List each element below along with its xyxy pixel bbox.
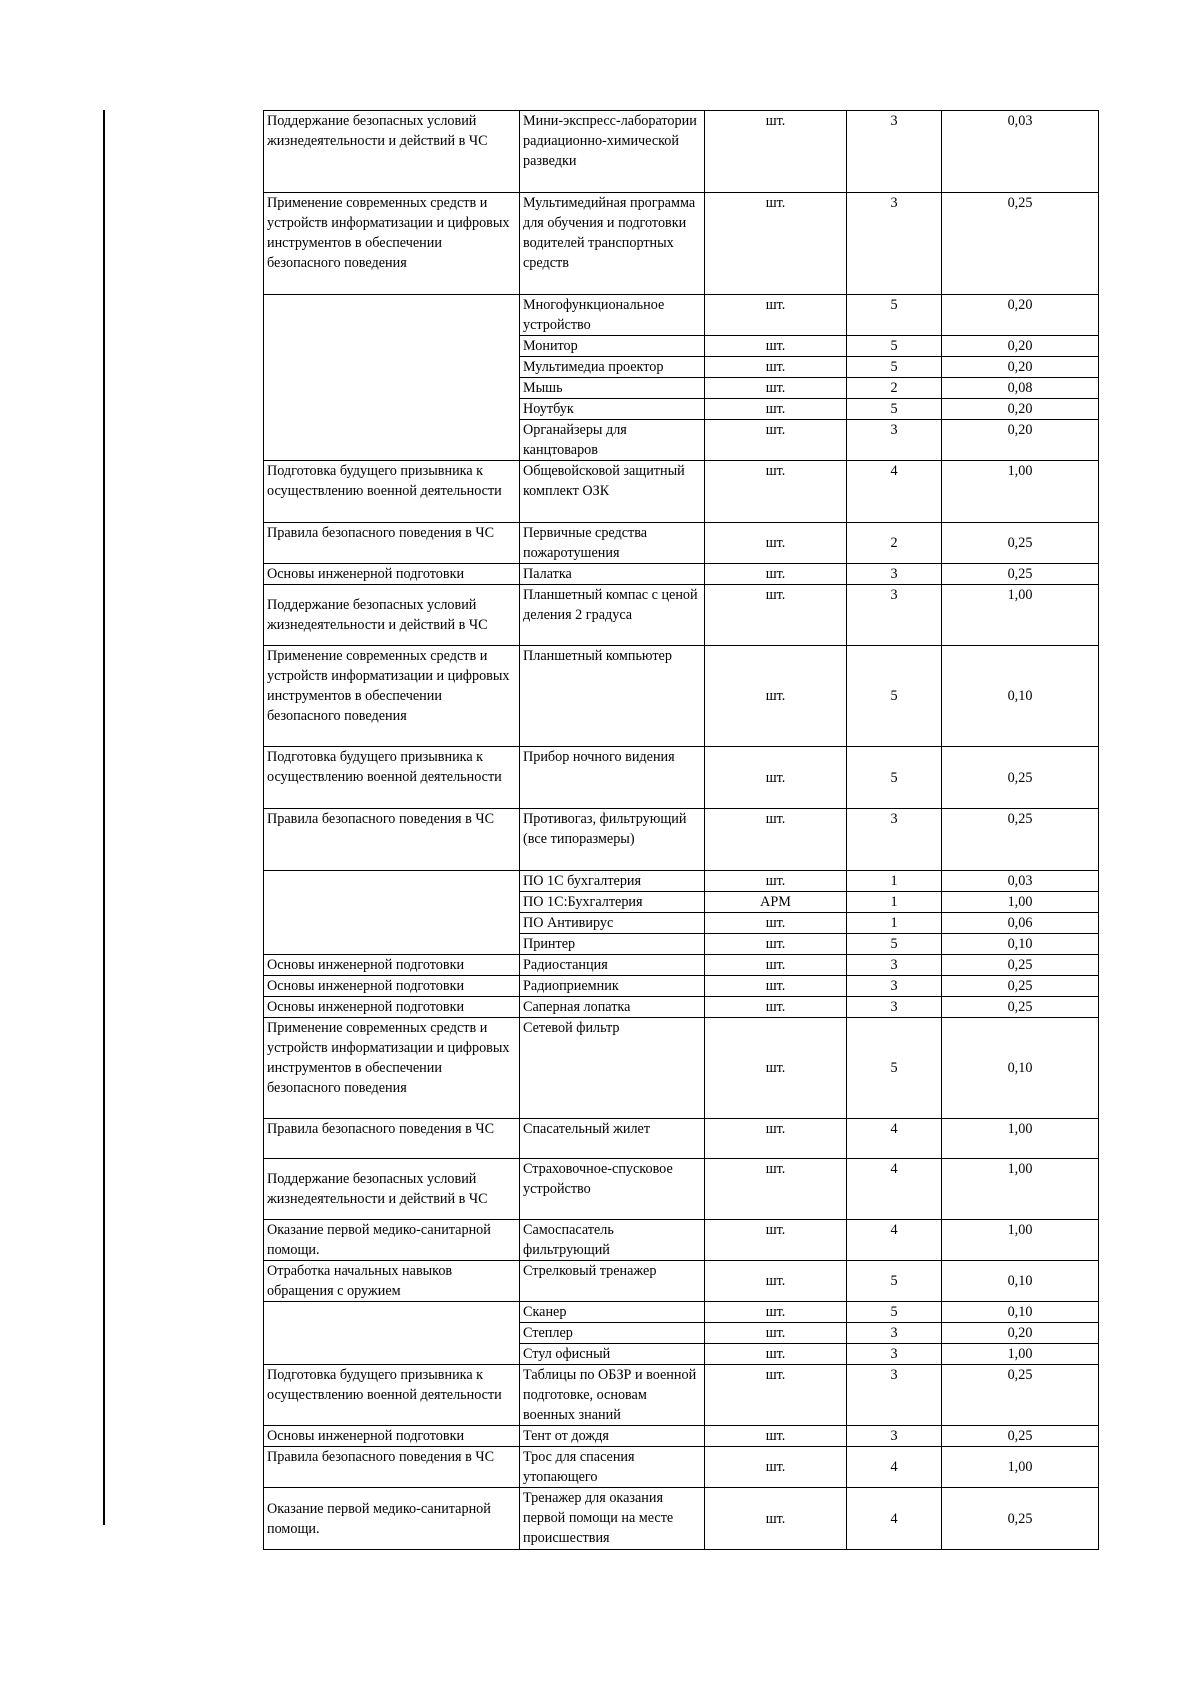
equipment-table: [263, 110, 1099, 1550]
section-cell: Поддержание безопасных условий жизнедеятельности и действий в ЧС: [264, 111, 520, 193]
coefficient-cell: 0,25: [942, 747, 1099, 809]
quantity-cell: 1: [847, 892, 942, 913]
item-cell: Противогаз, фильтрующий (все типоразмеры): [520, 809, 705, 871]
quantity-cell: 5: [847, 295, 942, 336]
quantity-cell: 5: [847, 1018, 942, 1119]
table-row: [264, 1447, 1099, 1488]
item-cell: ПО 1С бухгалтерия: [520, 871, 705, 892]
unit-cell: шт.: [705, 747, 847, 809]
table-row: [264, 955, 1099, 976]
item-cell: Тренажер для оказания первой помощи на месте происшествия: [520, 1488, 705, 1550]
table-row: [264, 193, 1099, 295]
unit-cell: шт.: [705, 461, 847, 523]
coefficient-cell: 0,25: [942, 997, 1099, 1018]
item-cell: Общевойсковой защитный комплект ОЗК: [520, 461, 705, 523]
item-cell: Таблицы по ОБЗР и военной подготовке, основам военных знаний: [520, 1365, 705, 1426]
coefficient-cell: 0,10: [942, 646, 1099, 747]
item-cell: ПО Антивирус: [520, 913, 705, 934]
unit-cell: шт.: [705, 564, 847, 585]
quantity-cell: 4: [847, 461, 942, 523]
unit-cell: шт.: [705, 1344, 847, 1365]
quantity-cell: 3: [847, 1365, 942, 1426]
coefficient-cell: 0,03: [942, 111, 1099, 193]
unit-cell: шт.: [705, 646, 847, 747]
section-cell: [264, 1302, 520, 1365]
unit-cell: шт.: [705, 976, 847, 997]
quantity-cell: 3: [847, 585, 942, 646]
section-cell: Поддержание безопасных условий жизнедеятельности и действий в ЧС: [264, 1159, 520, 1220]
unit-cell: шт.: [705, 585, 847, 646]
quantity-cell: 3: [847, 955, 942, 976]
coefficient-cell: 0,25: [942, 193, 1099, 295]
section-cell: Основы инженерной подготовки: [264, 1426, 520, 1447]
section-cell: Правила безопасного поведения в ЧС: [264, 1447, 520, 1488]
table-row: [264, 111, 1099, 193]
quantity-cell: 4: [847, 1159, 942, 1220]
quantity-cell: 3: [847, 111, 942, 193]
margin-line: [103, 110, 105, 1525]
quantity-cell: 5: [847, 646, 942, 747]
coefficient-cell: 0,25: [942, 976, 1099, 997]
section-cell: Основы инженерной подготовки: [264, 955, 520, 976]
quantity-cell: 3: [847, 976, 942, 997]
section-cell: Применение современных средств и устройств информатизации и цифровых инструментов в обеспечении безопасного поведения: [264, 193, 520, 295]
coefficient-cell: 1,00: [942, 585, 1099, 646]
section-cell: [264, 871, 520, 955]
section-cell: Правила безопасного поведения в ЧС: [264, 523, 520, 564]
table-row: [264, 646, 1099, 747]
coefficient-cell: 0,03: [942, 871, 1099, 892]
coefficient-cell: 1,00: [942, 1447, 1099, 1488]
item-cell: Палатка: [520, 564, 705, 585]
section-cell: Подготовка будущего призывника к осуществлению военной деятельности: [264, 461, 520, 523]
section-cell: Подготовка будущего призывника к осуществлению военной деятельности: [264, 747, 520, 809]
quantity-cell: 3: [847, 997, 942, 1018]
section-cell: Основы инженерной подготовки: [264, 976, 520, 997]
section-cell: Применение современных средств и устройств информатизации и цифровых инструментов в обеспечении безопасного поведения: [264, 1018, 520, 1119]
item-cell: Сканер: [520, 1302, 705, 1323]
table-row: [264, 564, 1099, 585]
item-cell: Мышь: [520, 378, 705, 399]
quantity-cell: 1: [847, 913, 942, 934]
item-cell: Мультимедиа проектор: [520, 357, 705, 378]
quantity-cell: 3: [847, 1344, 942, 1365]
item-cell: Органайзеры для канцтоваров: [520, 420, 705, 461]
item-cell: Самоспасатель фильтрующий: [520, 1220, 705, 1261]
table-row: [264, 295, 1099, 336]
quantity-cell: 5: [847, 747, 942, 809]
table-row: [264, 1018, 1099, 1119]
coefficient-cell: 0,20: [942, 420, 1099, 461]
table-row: [264, 1365, 1099, 1426]
table-row: [264, 809, 1099, 871]
unit-cell: шт.: [705, 336, 847, 357]
unit-cell: шт.: [705, 1488, 847, 1550]
unit-cell: шт.: [705, 809, 847, 871]
table-row: [264, 1261, 1099, 1302]
section-cell: Оказание первой медико-санитарной помощи.: [264, 1488, 520, 1550]
unit-cell: шт.: [705, 1119, 847, 1159]
unit-cell: АРМ: [705, 892, 847, 913]
quantity-cell: 4: [847, 1119, 942, 1159]
item-cell: Первичные средства пожаротушения: [520, 523, 705, 564]
unit-cell: шт.: [705, 1159, 847, 1220]
section-cell: Применение современных средств и устройств информатизации и цифровых инструментов в обеспечении безопасного поведения: [264, 646, 520, 747]
item-cell: Радиостанция: [520, 955, 705, 976]
unit-cell: шт.: [705, 357, 847, 378]
unit-cell: шт.: [705, 871, 847, 892]
unit-cell: шт.: [705, 955, 847, 976]
item-cell: Принтер: [520, 934, 705, 955]
coefficient-cell: 0,25: [942, 1365, 1099, 1426]
item-cell: Спасательный жилет: [520, 1119, 705, 1159]
item-cell: Радиоприемник: [520, 976, 705, 997]
quantity-cell: 4: [847, 1220, 942, 1261]
coefficient-cell: 0,25: [942, 1426, 1099, 1447]
quantity-cell: 3: [847, 809, 942, 871]
item-cell: Мини-экспресс-лаборатории радиационно-химической разведки: [520, 111, 705, 193]
item-cell: Сетевой фильтр: [520, 1018, 705, 1119]
table-row: [264, 523, 1099, 564]
unit-cell: шт.: [705, 1018, 847, 1119]
coefficient-cell: 0,20: [942, 295, 1099, 336]
section-cell: Основы инженерной подготовки: [264, 564, 520, 585]
unit-cell: шт.: [705, 997, 847, 1018]
unit-cell: шт.: [705, 1220, 847, 1261]
quantity-cell: 5: [847, 336, 942, 357]
coefficient-cell: 0,08: [942, 378, 1099, 399]
table-row: [264, 585, 1099, 646]
table-row: [264, 1159, 1099, 1220]
item-cell: Стул офисный: [520, 1344, 705, 1365]
table-row: [264, 1426, 1099, 1447]
table-row: [264, 1119, 1099, 1159]
quantity-cell: 4: [847, 1447, 942, 1488]
unit-cell: шт.: [705, 1323, 847, 1344]
section-cell: Поддержание безопасных условий жизнедеятельности и действий в ЧС: [264, 585, 520, 646]
coefficient-cell: 0,10: [942, 934, 1099, 955]
coefficient-cell: 0,25: [942, 564, 1099, 585]
unit-cell: шт.: [705, 420, 847, 461]
section-cell: [264, 295, 520, 461]
table-row: [264, 1488, 1099, 1550]
quantity-cell: 5: [847, 357, 942, 378]
quantity-cell: 3: [847, 564, 942, 585]
item-cell: Прибор ночного видения: [520, 747, 705, 809]
coefficient-cell: 0,25: [942, 1488, 1099, 1550]
quantity-cell: 3: [847, 1426, 942, 1447]
quantity-cell: 5: [847, 1261, 942, 1302]
section-cell: Отработка начальных навыков обращения с оружием: [264, 1261, 520, 1302]
item-cell: Саперная лопатка: [520, 997, 705, 1018]
quantity-cell: 1: [847, 871, 942, 892]
unit-cell: шт.: [705, 1426, 847, 1447]
unit-cell: шт.: [705, 193, 847, 295]
unit-cell: шт.: [705, 378, 847, 399]
item-cell: Степлер: [520, 1323, 705, 1344]
unit-cell: шт.: [705, 523, 847, 564]
coefficient-cell: 0,06: [942, 913, 1099, 934]
quantity-cell: 4: [847, 1488, 942, 1550]
unit-cell: шт.: [705, 934, 847, 955]
item-cell: Многофункциональное устройство: [520, 295, 705, 336]
quantity-cell: 3: [847, 420, 942, 461]
unit-cell: шт.: [705, 1302, 847, 1323]
coefficient-cell: 0,10: [942, 1018, 1099, 1119]
coefficient-cell: 0,25: [942, 955, 1099, 976]
table-row: [264, 1220, 1099, 1261]
section-cell: Основы инженерной подготовки: [264, 997, 520, 1018]
item-cell: Монитор: [520, 336, 705, 357]
quantity-cell: 3: [847, 1323, 942, 1344]
section-cell: Правила безопасного поведения в ЧС: [264, 809, 520, 871]
coefficient-cell: 1,00: [942, 1220, 1099, 1261]
table-row: [264, 976, 1099, 997]
coefficient-cell: 0,20: [942, 1323, 1099, 1344]
section-cell: Правила безопасного поведения в ЧС: [264, 1119, 520, 1159]
table-row: [264, 1302, 1099, 1323]
table-row: [264, 747, 1099, 809]
coefficient-cell: 0,25: [942, 523, 1099, 564]
unit-cell: шт.: [705, 399, 847, 420]
coefficient-cell: 1,00: [942, 1159, 1099, 1220]
coefficient-cell: 0,25: [942, 809, 1099, 871]
coefficient-cell: 1,00: [942, 1119, 1099, 1159]
coefficient-cell: 0,20: [942, 357, 1099, 378]
unit-cell: шт.: [705, 1365, 847, 1426]
quantity-cell: 2: [847, 523, 942, 564]
coefficient-cell: 0,20: [942, 399, 1099, 420]
unit-cell: шт.: [705, 295, 847, 336]
item-cell: Планшетный компьютер: [520, 646, 705, 747]
unit-cell: шт.: [705, 913, 847, 934]
table-row: [264, 997, 1099, 1018]
section-cell: Оказание первой медико-санитарной помощи.: [264, 1220, 520, 1261]
coefficient-cell: 0,10: [942, 1302, 1099, 1323]
coefficient-cell: 0,10: [942, 1261, 1099, 1302]
table-row: [264, 461, 1099, 523]
quantity-cell: 5: [847, 399, 942, 420]
unit-cell: шт.: [705, 1261, 847, 1302]
item-cell: Трос для спасения утопающего: [520, 1447, 705, 1488]
quantity-cell: 5: [847, 1302, 942, 1323]
unit-cell: шт.: [705, 111, 847, 193]
coefficient-cell: 1,00: [942, 1344, 1099, 1365]
item-cell: Планшетный компас с ценой деления 2 градуса: [520, 585, 705, 646]
item-cell: Мультимедийная программа для обучения и подготовки водителей транспортных средств: [520, 193, 705, 295]
item-cell: ПО 1С:Бухгалтерия: [520, 892, 705, 913]
section-cell: Подготовка будущего призывника к осуществлению военной деятельности: [264, 1365, 520, 1426]
quantity-cell: 5: [847, 934, 942, 955]
coefficient-cell: 1,00: [942, 461, 1099, 523]
item-cell: Страховочное-спусковое устройство: [520, 1159, 705, 1220]
table-row: [264, 871, 1099, 892]
coefficient-cell: 1,00: [942, 892, 1099, 913]
item-cell: Ноутбук: [520, 399, 705, 420]
quantity-cell: 2: [847, 378, 942, 399]
unit-cell: шт.: [705, 1447, 847, 1488]
item-cell: Стрелковый тренажер: [520, 1261, 705, 1302]
quantity-cell: 3: [847, 193, 942, 295]
coefficient-cell: 0,20: [942, 336, 1099, 357]
item-cell: Тент от дождя: [520, 1426, 705, 1447]
